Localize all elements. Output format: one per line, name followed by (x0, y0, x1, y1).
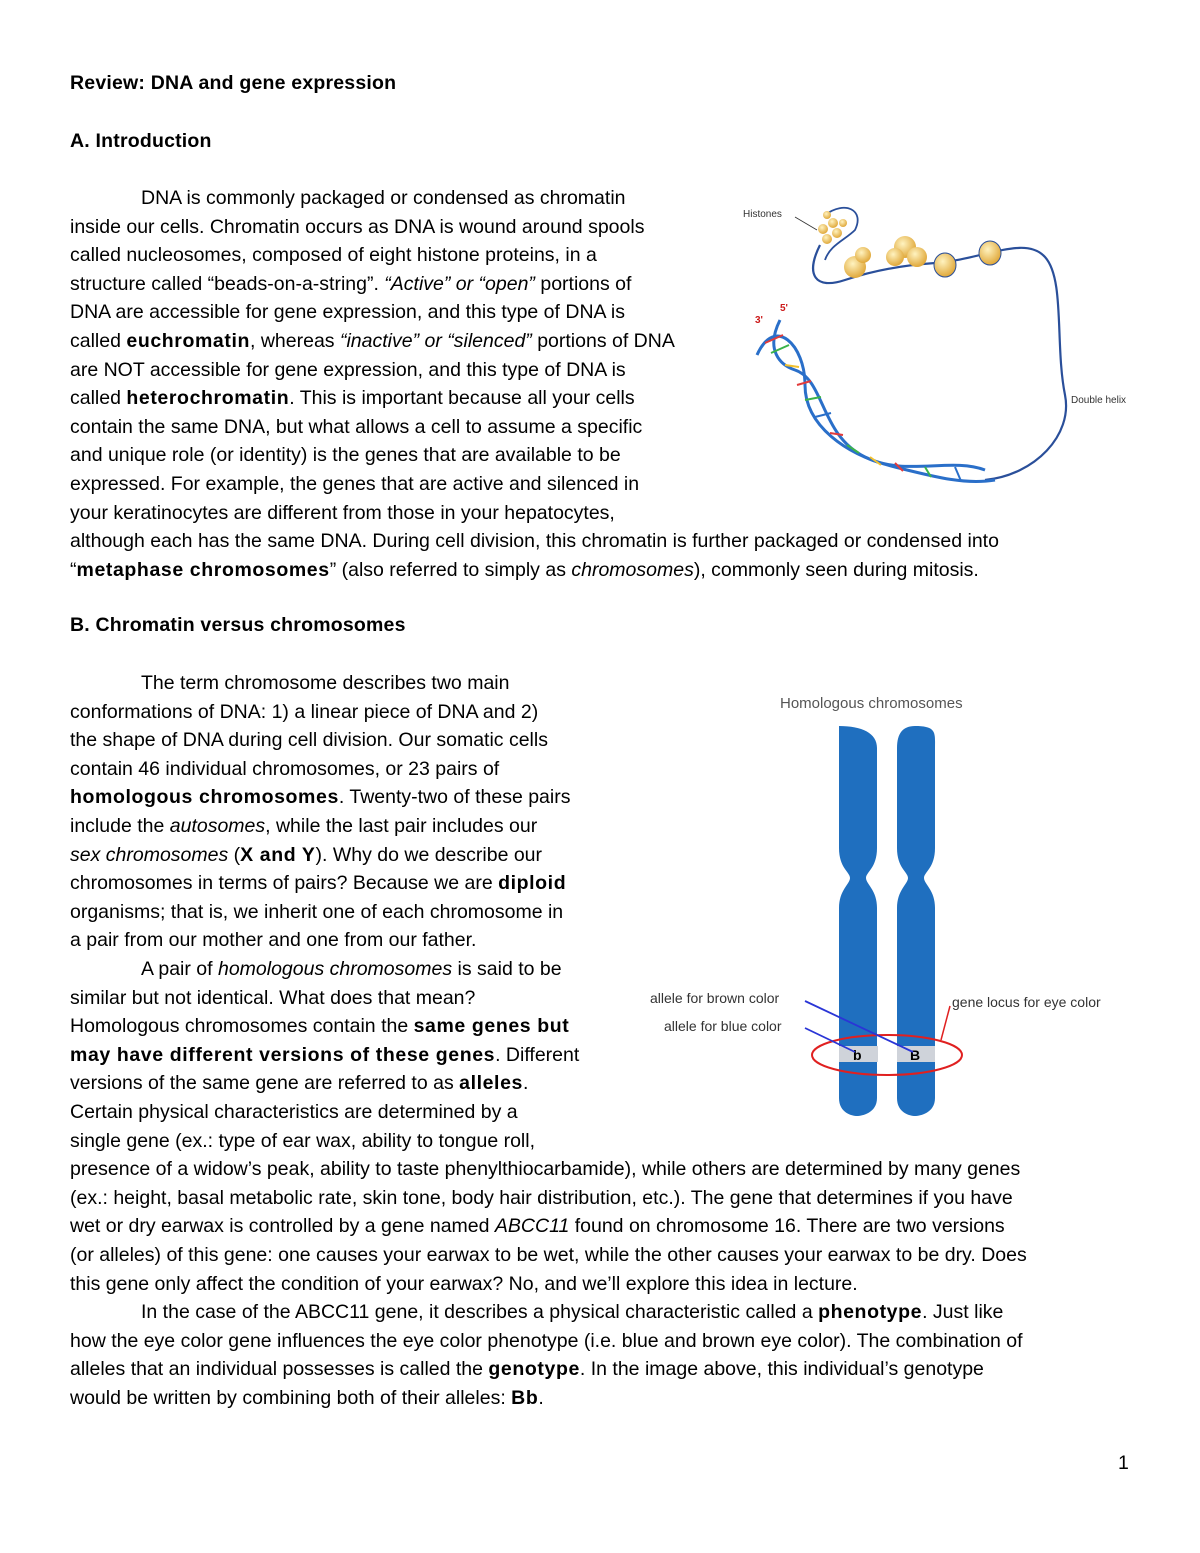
text-run: . Different (495, 1043, 580, 1066)
text-run: . Just like (922, 1301, 1004, 1324)
sectionA-line (70, 298, 625, 327)
sectionA-line (70, 213, 644, 242)
text-run: versions of the same gene are referred to as (70, 1072, 460, 1095)
allele-B-label: B (910, 1047, 921, 1063)
sectionB-line (70, 783, 570, 812)
sectionA-line (70, 470, 639, 499)
text-run: would be written by combining both of their alleles: (70, 1387, 512, 1409)
text-run: ABCC11 (494, 1215, 570, 1238)
sectionB-line (70, 984, 475, 1013)
figure-title: Homologous chromosomes (780, 695, 963, 712)
sectionA-line (70, 384, 635, 413)
text-run: . In the image above, this individual’s genotype (579, 1358, 984, 1381)
text-run: A pair of (141, 958, 218, 980)
text-run: sex chromosomes (70, 843, 229, 866)
sectionB-line (70, 926, 476, 955)
sectionB-line (70, 726, 548, 755)
text-run: this gene only affect the condition of your earwax? No, and we’ll explore this idea in lecture. (70, 1272, 858, 1295)
text-run: Homologous chromosomes contain the (70, 1015, 414, 1038)
sectionA-line (70, 241, 597, 270)
sectionA-line (70, 270, 631, 299)
sectionA-line (141, 184, 626, 213)
text-run: X and Y (240, 843, 316, 866)
sectionA-line (70, 356, 626, 385)
text-run: chromosomes (571, 558, 694, 581)
sectionB-line (70, 1327, 1022, 1356)
sectionA-line (70, 556, 979, 585)
text-run: . This is important because all your cells (289, 387, 635, 410)
text-run: . (522, 1072, 529, 1095)
text-run: the shape of DNA during cell division. Our somatic cells (70, 729, 548, 752)
sectionB-line (70, 1012, 569, 1041)
sectionB-line (70, 869, 566, 898)
chromatin-figure (735, 195, 1135, 495)
sectionB-line (70, 1270, 858, 1299)
section-b-heading: B. Chromatin versus chromosomes (70, 614, 406, 636)
text-run: DNA is commonly packaged or condensed as chromatin (141, 187, 626, 209)
text-run: , whereas (250, 330, 340, 352)
text-run: wet or dry earwax is controlled by a gene named (70, 1215, 495, 1238)
text-run: DNA are accessible for gene expression, and this type of DNA is (70, 301, 625, 324)
locus-ring (812, 1035, 962, 1075)
text-run: “Active” or “open” (384, 272, 535, 295)
sectionA-line (70, 441, 621, 470)
text-run: metaphase chromosomes (76, 558, 330, 581)
text-run: ” (also referred to simply as (329, 558, 572, 581)
svg-text:Double helix: Double helix (1071, 395, 1127, 406)
sectionB-line (70, 1098, 518, 1127)
text-run: In the case of the ABCC11 gene, it describes a physical characteristic called a (141, 1301, 819, 1324)
sectionB-line (70, 755, 499, 784)
text-run: “inactive” or “silenced” (339, 330, 532, 352)
sectionB-line (70, 1355, 984, 1384)
sectionB-line (70, 1184, 1013, 1213)
text-run: portions of DNA (531, 330, 675, 352)
svg-text:3': 3' (755, 315, 763, 326)
text-run: diploid (498, 872, 567, 895)
text-run: ), commonly seen during mitosis. (693, 558, 979, 581)
text-run: organisms; that is, we inherit one of each chromosome in (70, 900, 564, 923)
text-run: . (538, 1387, 544, 1409)
text-run: chromosomes in terms of pairs? Because we are (70, 872, 499, 895)
sectionB-line (70, 898, 563, 927)
text-run: heterochromatin (126, 387, 290, 410)
text-run: called (70, 330, 127, 352)
text-run: conformations of DNA: 1) a linear piece of DNA and 2) (70, 700, 539, 723)
text-run: contain 46 individual chromosomes, or 23 pairs of (70, 757, 500, 780)
text-run: called nucleosomes, composed of eight histone proteins, in a (70, 244, 597, 267)
text-run: expressed. For example, the genes that are active and silenced in (70, 473, 640, 495)
text-run: genotype (488, 1358, 580, 1381)
sectionB-line (70, 698, 538, 727)
locus-label: gene locus for eye color (952, 994, 1101, 1010)
text-run: “ (70, 558, 77, 581)
sectionB-line (141, 955, 562, 984)
text-run: homologous chromosomes (70, 786, 339, 809)
sectionA-line (70, 527, 999, 556)
sectionA-line (70, 499, 615, 528)
text-run: . Twenty-two of these pairs (338, 786, 571, 809)
text-run: alleles that an individual possesses is called the (70, 1358, 489, 1381)
text-run: inside our cells. Chromatin occurs as DNA is wound around spools (70, 215, 645, 238)
svg-text:5': 5' (780, 303, 788, 314)
page-title: Review: DNA and gene expression (70, 72, 397, 94)
text-run: homologous chromosomes (217, 958, 453, 980)
text-run: although each has the same DNA. During cell division, this chromatin is further packaged or condensed into (70, 530, 999, 553)
text-run: structure called “beads-on-a-string”. (70, 272, 385, 295)
sectionB-line (70, 1155, 1020, 1184)
text-run: ( (228, 843, 241, 866)
text-run: a pair from our mother and one from our father. (70, 929, 477, 952)
histone-beads-icon (818, 211, 1001, 278)
text-run: is said to be (452, 958, 562, 980)
allele-b-label: b (853, 1047, 862, 1063)
svg-text:Histones: Histones (743, 209, 782, 220)
sectionA-line (70, 327, 675, 356)
text-run: phenotype (818, 1301, 923, 1324)
double-helix-icon (757, 320, 995, 482)
text-run: how the eye color gene influences the eye color phenotype (i.e. blue and brown eye color). The combination of (70, 1329, 1023, 1352)
section-a-heading: A. Introduction (70, 130, 212, 152)
sectionB-line (70, 841, 542, 870)
sectionB-line (70, 1127, 535, 1156)
text-run: (or alleles) of this gene: one causes your earwax to be wet, while the other causes your earwax to be dry. Does (70, 1244, 1027, 1266)
homologous-chromosomes-figure (645, 688, 1135, 1120)
page-number: 1 (1118, 1452, 1129, 1474)
sectionA-line (70, 413, 642, 442)
text-run: alleles (459, 1072, 523, 1095)
text-run: contain the same DNA, but what allows a cell to assume a specific (70, 415, 643, 438)
text-run: The term chromosome describes two main (141, 672, 510, 694)
text-run: found on chromosome 16. There are two versions (569, 1215, 1005, 1238)
text-run: portions of (534, 272, 632, 295)
text-run: same genes but (413, 1015, 570, 1038)
text-run: may have different versions of these genes (70, 1043, 496, 1066)
text-run: called (70, 387, 127, 410)
sectionB-line (70, 1041, 579, 1070)
sectionB-line (70, 812, 537, 841)
text-run: include the (70, 815, 170, 837)
text-run: Certain physical characteristics are determined by a (70, 1101, 518, 1123)
text-run: single gene (ex.: type of ear wax, ability to tongue roll, (70, 1129, 536, 1152)
text-run: are NOT accessible for gene expression, and this type of DNA is (70, 358, 626, 381)
sectionB-line (70, 1241, 1027, 1270)
text-run: , while the last pair includes our (265, 815, 538, 837)
text-run: your keratinocytes are different from those in your hepatocytes, (70, 501, 615, 524)
sectionB-line (70, 1212, 1005, 1241)
sectionB-line (141, 1298, 1003, 1327)
text-run: and unique role (or identity) is the genes that are available to be (70, 444, 621, 467)
text-run: (ex.: height, basal metabolic rate, skin tone, body hair distribution, etc.). The gene that determines if you have (70, 1186, 1013, 1209)
brown-allele-label: allele for brown color (650, 990, 780, 1006)
text-run: autosomes (169, 815, 266, 837)
text-run: presence of a widow’s peak, ability to taste phenylthiocarbamide), while others are determined by many genes (70, 1158, 1021, 1181)
text-run: euchromatin (126, 330, 250, 352)
sectionB-line (70, 1069, 528, 1098)
blue-allele-label: allele for blue color (664, 1018, 782, 1034)
sectionB-line (141, 669, 509, 698)
text-run: similar but not identical. What does that mean? (70, 986, 476, 1009)
text-run: Bb (511, 1387, 539, 1409)
text-run: ). Why do we describe our (315, 843, 543, 866)
sectionB-line (70, 1384, 544, 1413)
